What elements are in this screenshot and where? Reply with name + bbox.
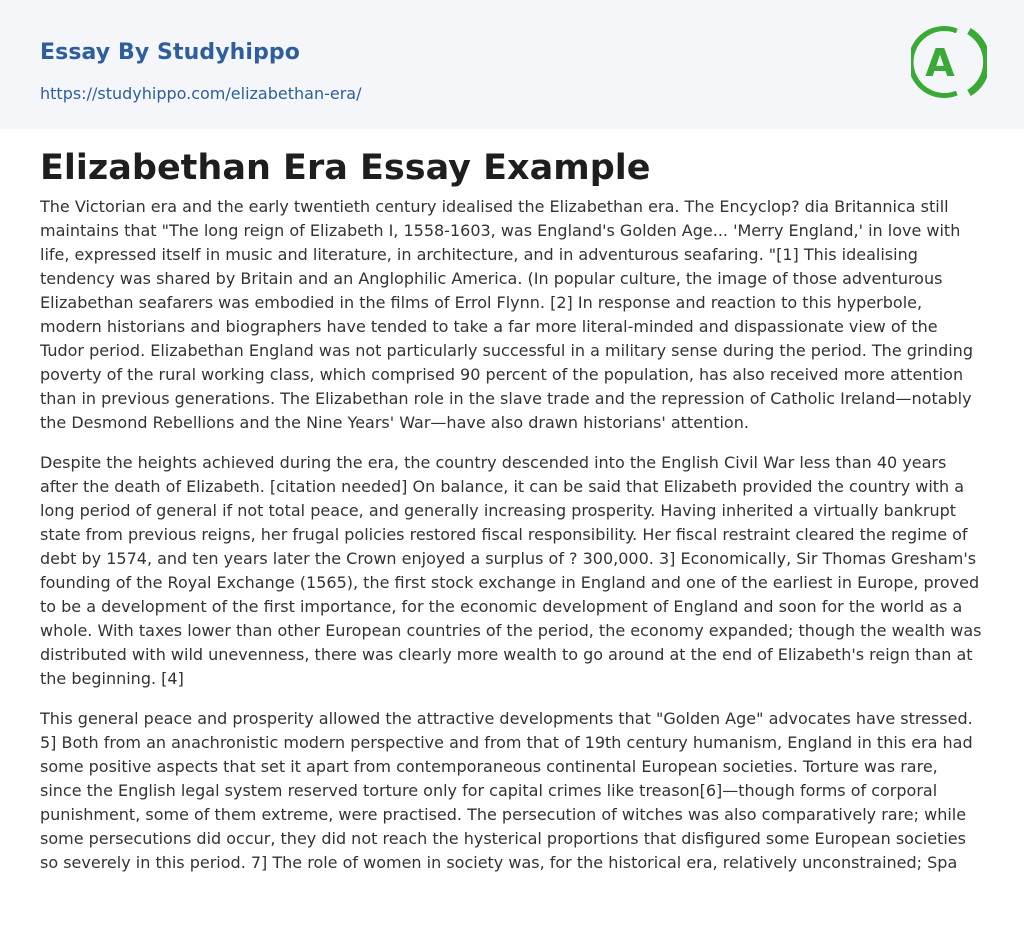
essay-paragraph-3: This general peace and prosperity allowed the attractive developments that "Golden Age" advocates have stressed. 5] Both from an anachronistic modern perspective and from that of 19th century humanism, England in this era had some positive aspects that set it apart from contemporaneous continental European societies. Torture was rare, since the English legal system reserved torture only for capital crimes like treason[6]—though forms of corporal punishment, some of them extreme, were practised. The persecution of witches was also comparatively rare; while some persecutions did occur, they did not reach the hysterical proportions that disfigured some European societies so severely in this period. 7] The role of women in society was, for the historical era, relatively unconstrained; Spa: [40, 709, 973, 872]
essay-paragraph-2: Despite the heights achieved during the era, the country descended into the English Civil War less than 40 years after the death of Elizabeth. [citation needed] On balance, it can be said that Elizabeth provided the country with a long period of general if not total peace, and generally increasing prosperity. Having inherited a virtually bankrupt state from previous reigns, her frugal policies restored fiscal responsibility. Her fiscal restraint cleared the regime of debt by 1574, and ten years later the Crown enjoyed a surplus of ? 300,000. 3] Economically, Sir Thomas Gresham's founding of the Royal Exchange (1565), the first stock exchange in England and one of the earliest in Europe, proved to be a development of the first importance, for the economic development of England and soon for the world as a whole. With taxes lower than other European countries of the period, the economy expanded; though the wealth was distributed with wild unevenness, there was clearly more wealth to go around at the end of Elizabeth's reign than at the beginning. [4]: [40, 453, 982, 688]
logo-letter: A: [925, 41, 955, 85]
site-header: [0, 0, 1024, 129]
essay-url-link[interactable]: https://studyhippo.com/elizabethan-era/: [40, 84, 362, 103]
studyhippo-logo-icon[interactable]: [911, 19, 987, 105]
essay-paragraph-1: The Victorian era and the early twentieth century idealised the Elizabethan era. The Encyclop? dia Britannica still maintains that "The long reign of Elizabeth I, 1558-1603, was England's Golden Age... 'Merry England,' in love with life, expressed itself in music and literature, in architecture, and in adventurous seafaring. "[1] This idealising tendency was shared by Britain and an Anglophilic America. (In popular culture, the image of those adventurous Elizabethan seafarers was embodied in the films of Errol Flynn. [2] In response and reaction to this hyperbole, modern historians and biographers have tended to take a far more literal-minded and dispassionate view of the Tudor period. Elizabethan England was not particularly successful in a military sense during the period. The grinding poverty of the rural working class, which comprised 90 percent of the population, has also received more attention than in previous generations. The Elizabethan role in the slave trade and the repression of Catholic Ireland—notably the Desmond Rebellions and the Nine Years' War—have also drawn historians' attention.: [40, 197, 973, 432]
essay-title: Elizabethan Era Essay Example: [40, 148, 651, 188]
site-brand-title[interactable]: Essay By Studyhippo: [40, 40, 300, 65]
essay-content: [40, 144, 984, 875]
